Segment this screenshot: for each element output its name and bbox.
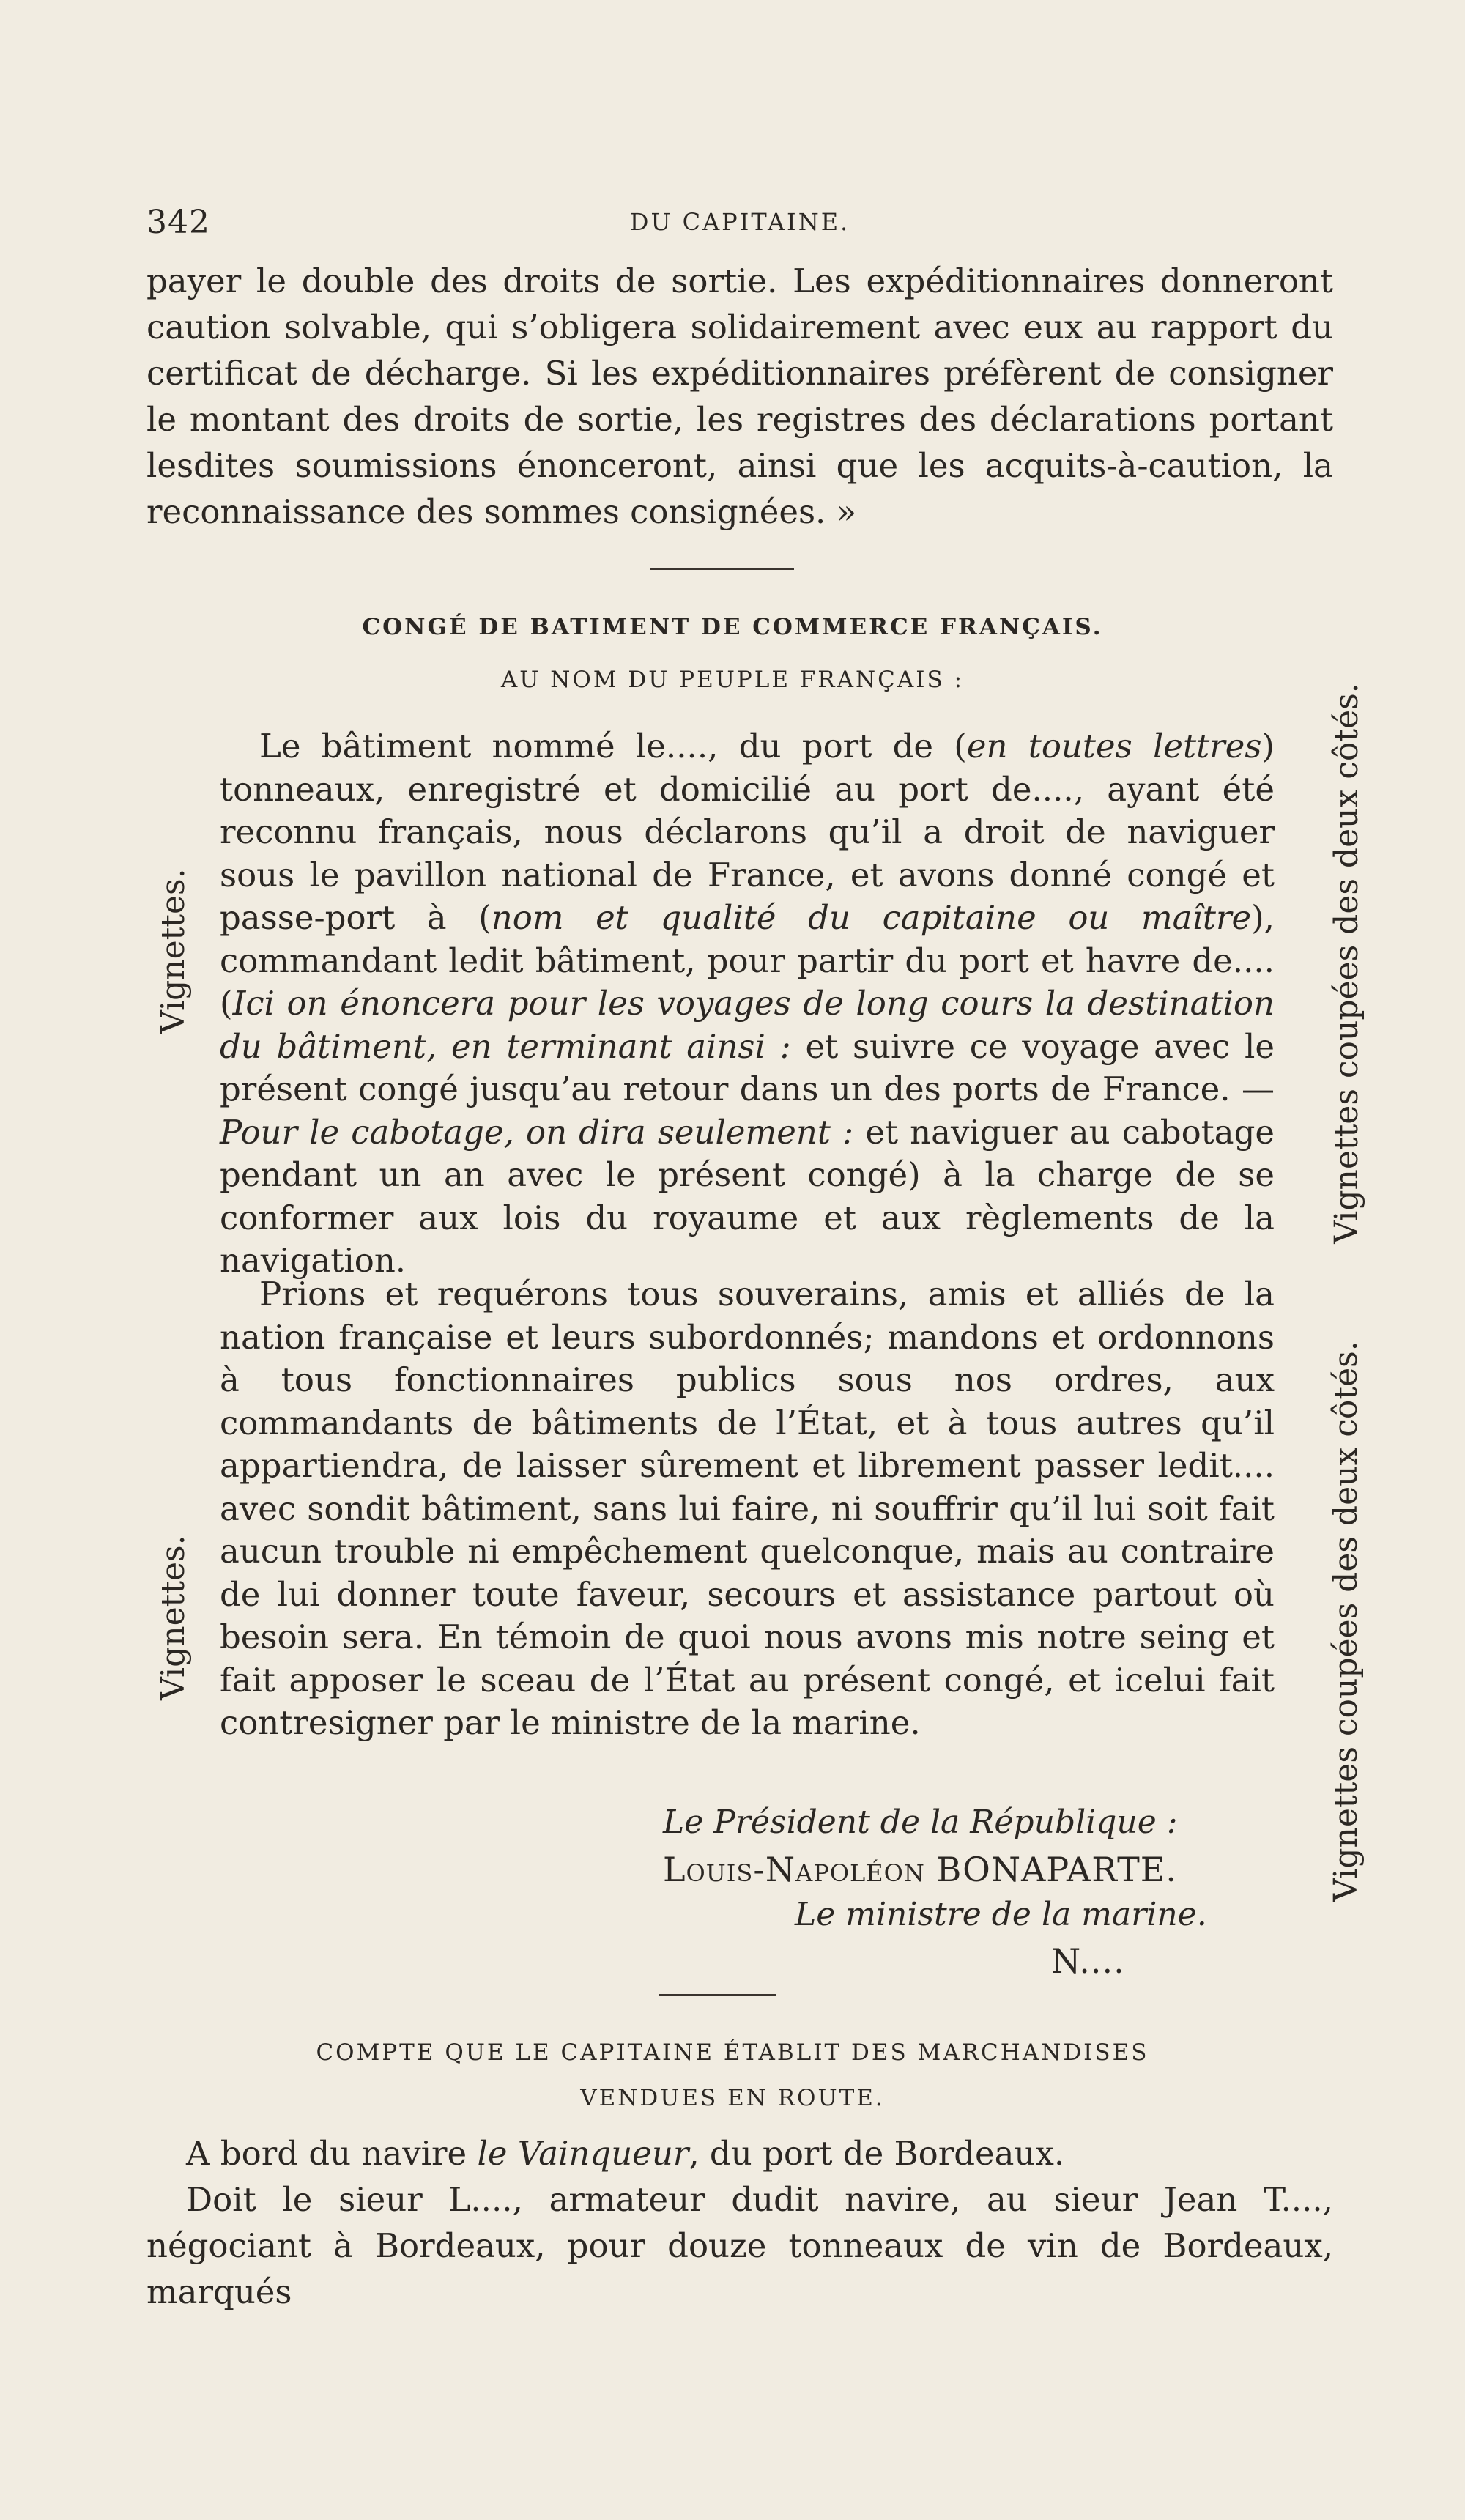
compte-ship-name: le Vainqueur (477, 2134, 689, 2173)
president-name-caps: BONAPARTE. (936, 1850, 1177, 1889)
compte-line-2: Doit le sieur L...., armateur dudit navire, au sieur Jean T...., négociant à Bordeaux, pour douze tonneaux de vin de Bordeaux, marqués (146, 2180, 1333, 2311)
signature-president-label: Le Président de la République : (663, 1804, 1178, 1841)
signature-president-name (663, 1850, 1177, 1889)
conge-subtitle: AU NOM DU PEUPLE FRANÇAIS : (500, 667, 965, 693)
p1-text-i: et naviguer au cabotage pendant un an avec le présent congé) à la charge de se conformer aux lois du royaume et aux règlements de la navigation. (220, 1112, 1275, 1280)
compte-body (146, 2130, 1333, 2315)
vignettes-left-bottom: Vignettes. (155, 1535, 192, 1700)
signature-minister-name: N.... (1051, 1941, 1125, 1981)
compte-line-1 (146, 2130, 1333, 2176)
p1-text-e: ), commandant ledit bâtiment, pour partir du port et havre de.... ( (220, 898, 1275, 1023)
signature-minister-label: Le ministre de la marine. (795, 1896, 1207, 1933)
running-head: DU CAPITAINE. (629, 208, 850, 236)
compte-line1-c: , du port de Bordeaux. (689, 2134, 1065, 2173)
top-paragraph: payer le double des droits de sortie. Les expéditionnaires donneront caution solvable, qui s’obligera solidairement avec eux au rapport du certificat de décharge. Si les expéditionnaires préfèrent de consigner le montant des droits de sortie, les registres des déclarations portant lesdites soumissions énonceront, ainsi que les acquits-à-caution, la reconnaissance des sommes consignées. » (146, 262, 1333, 531)
top-paragraph-block (146, 258, 1333, 535)
conge-paragraph-2: Prions et requérons tous souverains, amis et alliés de la nation française et leurs subordonnés; mandons et ordonnons à tous fonctionnaires publics sous nos ordres, aux commandants de bâtiments de l’État, et à tous autres qu’il appartiendra, de laisser sûrement et librement passer ledit.... avec sondit bâtiment, sans lui faire, ni souffrir qu’il lui soit fait aucun trouble ni empêchement quelconque, mais au contraire de lui donner toute faveur, secours et assistance partout où besoin sera. En témoin de quoi nous avons mis notre seing et fait apposer le sceau de l’État au présent congé, et icelui fait contresigner par le ministre de la marine. (220, 1275, 1275, 1742)
p1-italic-d: nom et qualité du capitaine ou maître (491, 898, 1252, 937)
vignettes-right-bottom: Vignettes coupées des deux côtés. (1327, 1341, 1365, 1902)
section-divider-1 (650, 568, 794, 570)
compte-title-line1: COMPTE QUE LE CAPITAINE ÉTABLIT DES MARCHANDISES (316, 2039, 1149, 2066)
p1-italic-f: Ici on énoncera pour les voyages de long cours la destination du bâtiment, en terminant ainsi : (220, 984, 1275, 1066)
compte-title-line2: VENDUES EN ROUTE. (580, 2085, 885, 2111)
page-header (146, 204, 1333, 248)
p1-italic-h: Pour le cabotage, on dira seulement : (220, 1112, 854, 1152)
conge-paragraph-1 (220, 725, 1275, 1283)
conge-paragraph-2-block (220, 1273, 1275, 1745)
p1-text-c: ) tonneaux, enregistré et domicilié au port de...., ayant été reconnu français, nous déclarons qu’il a droit de naviguer sous le pavillon national de France, et avons donné congé et passe-port à ( (220, 727, 1275, 937)
vignettes-right-top: Vignettes coupées des deux côtés. (1328, 683, 1365, 1244)
president-name-smallcaps: Louis-Napoléon (663, 1850, 925, 1889)
conge-paragraph-1-block (220, 725, 1275, 1283)
p1-text-g: et suivre ce voyage avec le présent congé jusqu’au retour dans un des ports de France. — (220, 1026, 1275, 1108)
p1-text-a: Le bâtiment nommé le...., du port de ( (259, 727, 967, 766)
p1-italic-b: en toutes lettres (966, 727, 1262, 766)
vignettes-left-top: Vignettes. (155, 868, 192, 1034)
section-divider-2 (659, 1994, 776, 1996)
page-number: 342 (146, 204, 210, 241)
conge-title: CONGÉ DE BATIMENT DE COMMERCE FRANÇAIS. (362, 614, 1103, 640)
compte-line1-a: A bord du navire (186, 2134, 478, 2173)
